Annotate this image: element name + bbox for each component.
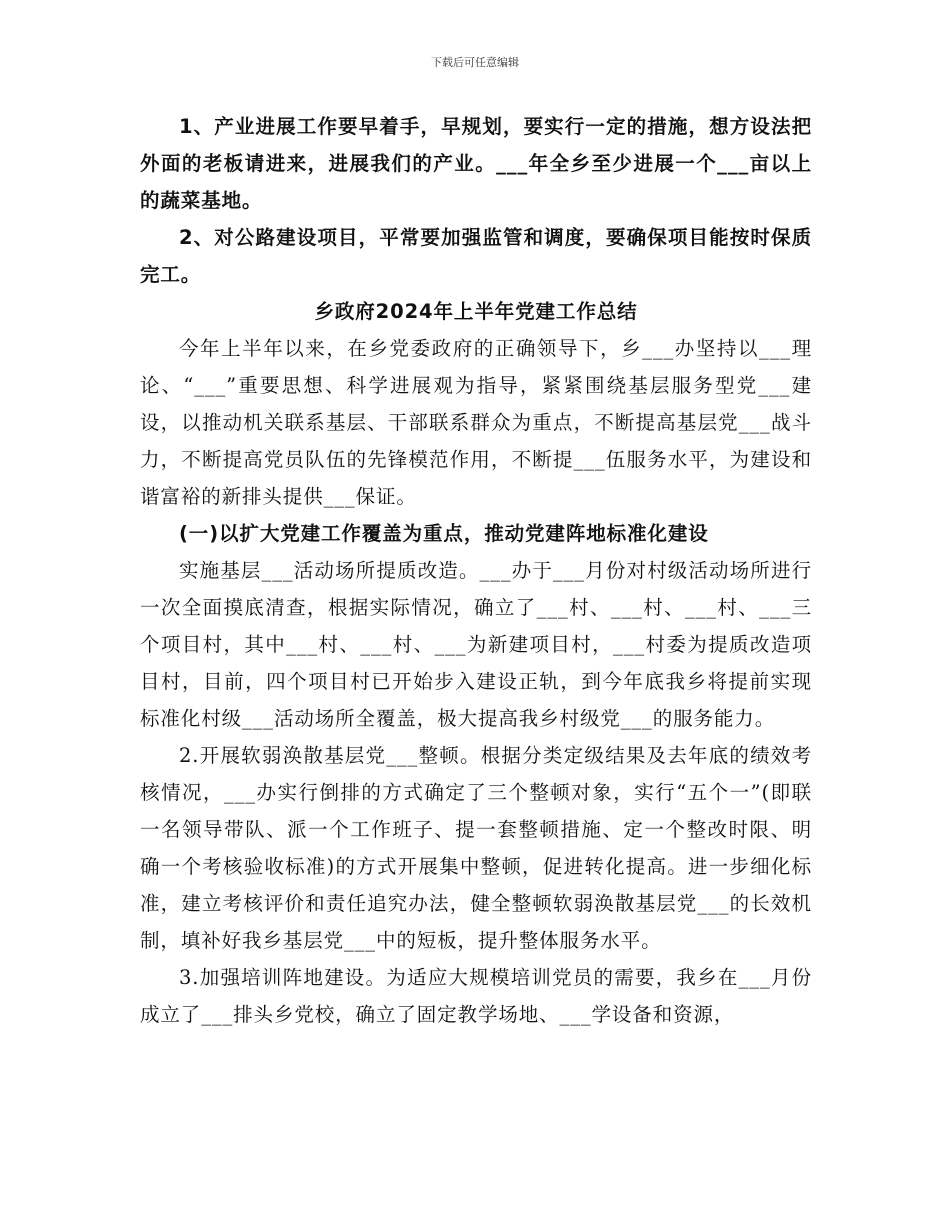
paragraph-road: 2、对公路建设项目，平常要加强监管和调度，要确保项目能按时保质完工。 xyxy=(140,226,812,286)
page-header-note: 下载后可任意编辑 xyxy=(431,56,519,69)
document-body xyxy=(140,108,812,1033)
document-title: 乡政府2024年上半年党建工作总结 xyxy=(314,300,638,323)
section-heading-1: (一)以扩大党建工作覆盖为重点，推动党建阵地标准化建设 xyxy=(179,522,709,545)
paragraph-intro: 今年上半年以来，在乡党委政府的正确领导下，乡___办坚持以___理论、“___”重要思想、科学进展观为指导，紧紧围绕基层服务型党___建设，以推动机关联系基层、干部联系群众为重点，不断提高基层党___战斗力，不断提高党员队伍的先锋模范作用，不断提___伍服务水平，为建设和谐富裕的新排头提供___保证。 xyxy=(140,337,812,508)
paragraph-industry: 1、产业进展工作要早着手，早规划，要实行一定的措施，想方设法把外面的老板请进来，进展我们的产业。___年全乡至少进展一个___亩以上的蔬菜基地。 xyxy=(140,115,812,212)
paragraph-training: 3.加强培训阵地建设。为适应大规模培训党员的需要，我乡在___月份成立了___排头乡党校，确立了固定教学场地、___学设备和资源， xyxy=(140,966,812,1026)
paragraph-activity-sites: 实施基层___活动场所提质改造。___办于___月份对村级活动场所进行一次全面摸底清查，根据实际情况，确立了___村、___村、___村、___三个项目村，其中___村、___村、___为新建项目村，___村委为提质改造项目村，目前，四个项目村已开始步入建设正轨，到今年底我乡将提前实现标准化村级___活动场所全覆盖，极大提高我乡村级党___的服务能力。 xyxy=(140,559,812,730)
paragraph-rectification: 2.开展软弱涣散基层党___整顿。根据分类定级结果及去年底的绩效考核情况，___办实行倒排的方式确定了三个整顿对象，实行“五个一”(即联一名领导带队、派一个工作班子、提一套整顿措施、定一个整改时限、明确一个考核验收标准)的方式开展集中整顿，促进转化提高。进一步细化标准，建立考核评价和责任追究办法，健全整顿软弱涣散基层党___的长效机制，填补好我乡基层党___中的短板，提升整体服务水平。 xyxy=(140,744,812,952)
